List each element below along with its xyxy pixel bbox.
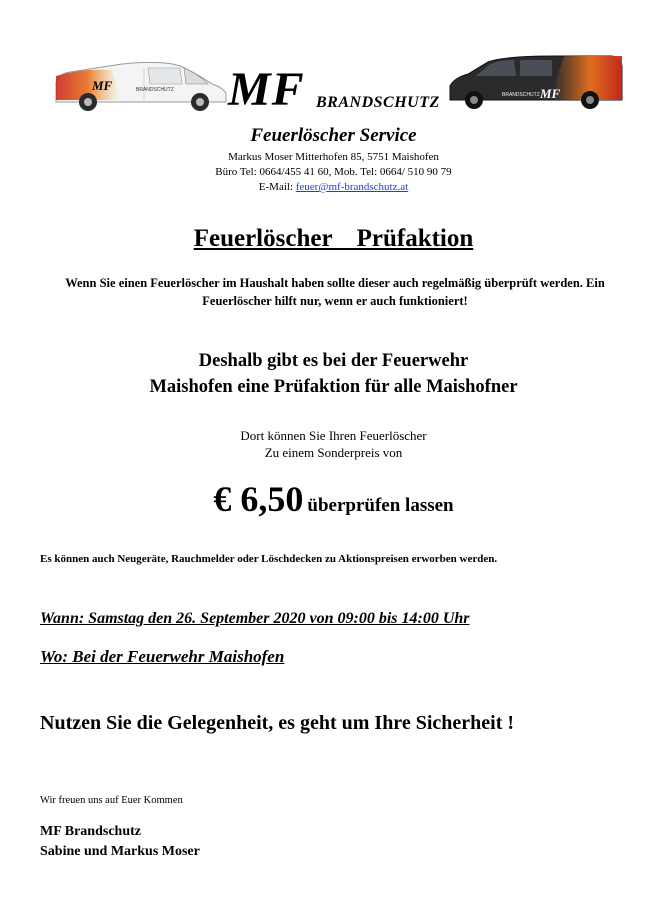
sub-headline [0,348,667,400]
signature-line2: Sabine und Markus Moser [40,844,200,859]
price-value: € 6,50 [213,479,304,519]
slogan: Nutzen Sie die Gelegenheit, es geht um Ihre Sicherheit ! [40,712,515,734]
offer-line1: Dort können Sie Ihren Feuerlöscher [240,428,427,443]
address-line: Markus Moser Mitterhofen 85, 5751 Maishofen [228,151,439,163]
logo-brandschutz: BRANDSCHUTZ [316,94,440,111]
price-suffix: überprüfen lassen [307,495,454,516]
sub-headline-line2: Maishofen eine Prüfaktion für alle Maishofner [149,377,518,397]
event-where: Wo: Bei der Feuerwehr Maishofen [40,647,285,666]
service-title: Feuerlöscher Service [250,125,417,146]
offer-text [0,427,667,461]
event-when: Wann: Samstag den 26. September 2020 von 09:00 bis 14:00 Uhr [40,610,470,627]
van-left-logo: MF [92,78,113,93]
phone-line: Büro Tel: 0664/455 41 60, Mob. Tel: 0664/ 510 90 79 [215,166,452,178]
logo-mf: MF [228,63,305,116]
van-left-image [52,54,232,114]
email-line [0,180,667,195]
signature [40,822,200,862]
email-label: E-Mail: [258,181,296,193]
offer-line2: Zu einem Sonderpreis von [264,445,403,460]
extra-note: Es können auch Neugeräte, Rauchmelder oder Löschdecken zu Aktionspreisen erworben werden. [40,553,498,565]
van-right-logo: MF [540,86,561,101]
price-row [0,478,667,520]
intro-text: Wenn Sie einen Feuerlöscher im Haushalt haben sollte dieser auch regelmäßig überprüft werden. Ein Feuerlöscher hilft nur, wenn er auch funktioniert! [65,276,605,308]
signature-line1: MF Brandschutz [40,824,141,839]
email-link[interactable]: feuer@mf-brandschutz.at [295,181,409,193]
page-title: Feuerlöscher Prüfaktion [193,225,474,252]
address-block [0,150,667,195]
closing-text: Wir freuen uns auf Euer Kommen [40,795,183,806]
van-right-image [444,52,626,112]
sub-headline-line1: Deshalb gibt es bei der Feuerwehr [198,351,469,371]
van-left-text: BRANDSCHUTZ [136,87,174,93]
van-right-text: BRANDSCHUTZ [502,92,540,98]
